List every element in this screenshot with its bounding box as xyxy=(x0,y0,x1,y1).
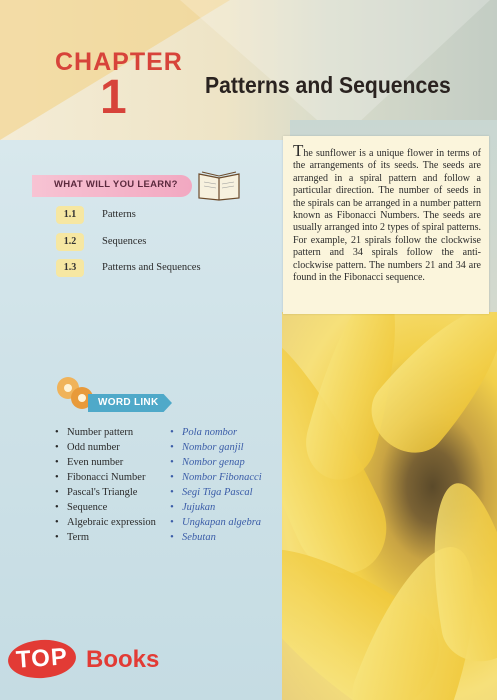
learn-item-label: Patterns and Sequences xyxy=(102,262,201,273)
list-item: • Segi Tiga Pascal xyxy=(170,487,253,498)
list-item: • Jujukan xyxy=(170,502,216,513)
intro-paragraph xyxy=(293,141,481,284)
list-item: • Term xyxy=(55,532,90,543)
intro-drop-cap: T xyxy=(293,141,304,160)
intro-box xyxy=(283,136,489,314)
intro-text: he sunflower is a unique flower in terms of the arrangements of its seeds. The seeds are arranged in a spiral pattern and follow a particular direction. The number of seeds in the spirals can be arranged in a number pattern known as Fibonacci Numbers. The seeds are usually arranged into 2 types of spiral patterns. For example, 21 spirals follow the clockwise pattern and 34 spirals follow the anti-clockwise pattern. The numbers 21 and 34 are found in the Fibonacci sequence. xyxy=(293,148,481,284)
list-item: • Nombor Fibonacci xyxy=(170,472,262,483)
watermark-logo-books: Books xyxy=(86,646,160,673)
learn-item xyxy=(56,259,286,279)
sunflower-photo xyxy=(282,312,497,700)
learn-item-number: 1.3 xyxy=(56,259,84,277)
set-square-decoration xyxy=(180,0,490,140)
watermark-logo-top: TOP xyxy=(7,638,77,681)
list-item: • Sebutan xyxy=(170,532,216,543)
chapter-label: CHAPTER xyxy=(55,48,183,76)
chapter-number: 1 xyxy=(100,71,127,124)
learn-item-label: Patterns xyxy=(102,209,136,220)
list-item: • Odd number xyxy=(55,442,120,453)
learn-item-label: Sequences xyxy=(102,236,147,247)
word-link-heading: WORD LINK xyxy=(98,397,159,408)
chapter-title: Patterns and Sequences xyxy=(205,72,451,98)
learn-item xyxy=(56,233,286,253)
learn-item xyxy=(56,206,286,226)
list-item: • Nombor ganjil xyxy=(170,442,244,453)
learn-item-number: 1.2 xyxy=(56,233,84,251)
learn-item-number: 1.1 xyxy=(56,206,84,224)
list-item: • Algebraic expression xyxy=(55,517,156,528)
list-item: • Pascal's Triangle xyxy=(55,487,138,498)
open-book-icon xyxy=(196,166,242,202)
list-item: • Sequence xyxy=(55,502,108,513)
list-item: • Fibonacci Number xyxy=(55,472,146,483)
list-item: • Ungkapan algebra xyxy=(170,517,262,528)
list-item: • Number pattern xyxy=(55,427,134,438)
list-item: • Pola nombor xyxy=(170,427,238,438)
learn-heading: WHAT WILL YOU LEARN? xyxy=(54,179,178,190)
list-item: • Even number xyxy=(55,457,124,468)
list-item: • Nombor genap xyxy=(170,457,245,468)
